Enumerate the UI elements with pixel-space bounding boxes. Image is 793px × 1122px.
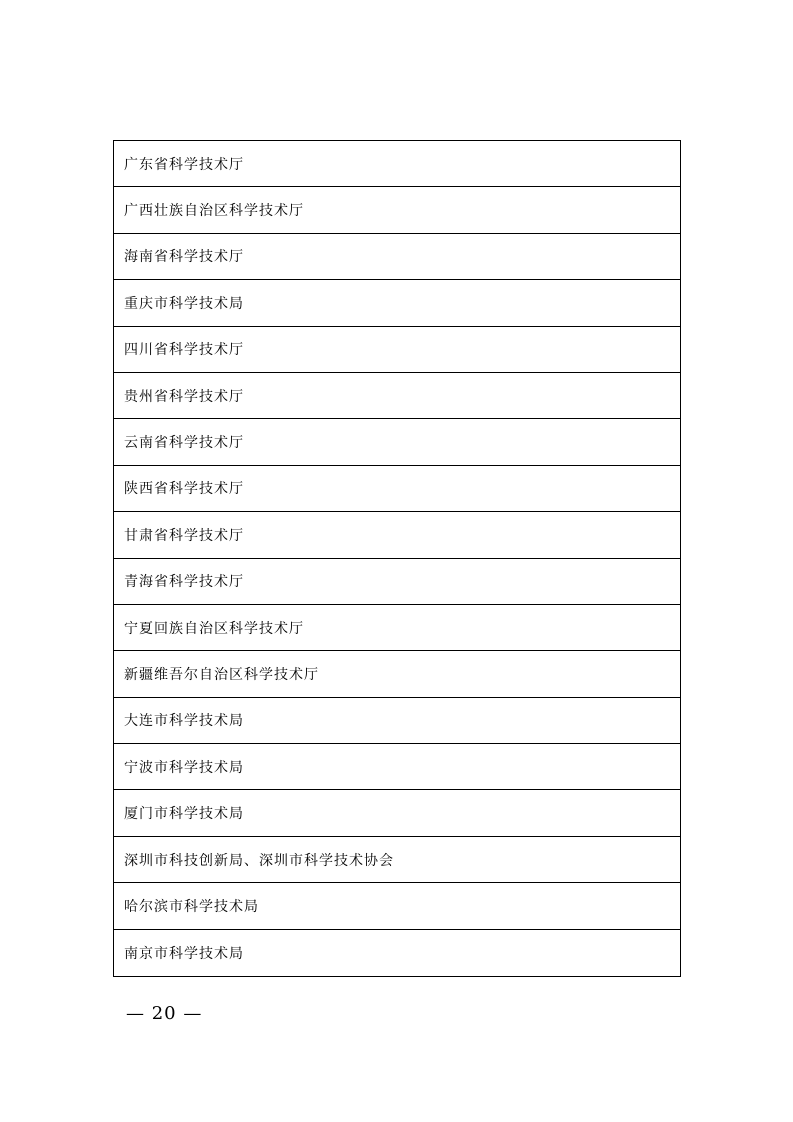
table-row: 甘肃省科学技术厅 — [114, 512, 680, 558]
table-row: 宁波市科学技术局 — [114, 744, 680, 790]
table-row: 贵州省科学技术厅 — [114, 373, 680, 419]
table-row: 广东省科学技术厅 — [114, 141, 680, 187]
table-row: 重庆市科学技术局 — [114, 280, 680, 326]
table-row: 云南省科学技术厅 — [114, 419, 680, 465]
table-row: 海南省科学技术厅 — [114, 234, 680, 280]
table-row: 大连市科学技术局 — [114, 698, 680, 744]
table-row: 厦门市科学技术局 — [114, 790, 680, 836]
table-row: 深圳市科技创新局、深圳市科学技术协会 — [114, 837, 680, 883]
table-row: 广西壮族自治区科学技术厅 — [114, 187, 680, 233]
table-row: 哈尔滨市科学技术局 — [114, 883, 680, 929]
table-row: 南京市科学技术局 — [124, 945, 244, 962]
table-row: 青海省科学技术厅 — [114, 559, 680, 605]
table-row: 四川省科学技术厅 — [114, 327, 680, 373]
page-number: — 20 — — [126, 1003, 203, 1024]
table-row: 陕西省科学技术厅 — [114, 466, 680, 512]
table-row: 宁夏回族自治区科学技术厅 — [114, 605, 680, 651]
organization-table — [113, 140, 681, 977]
table-row: 新疆维吾尔自治区科学技术厅 — [114, 651, 680, 697]
